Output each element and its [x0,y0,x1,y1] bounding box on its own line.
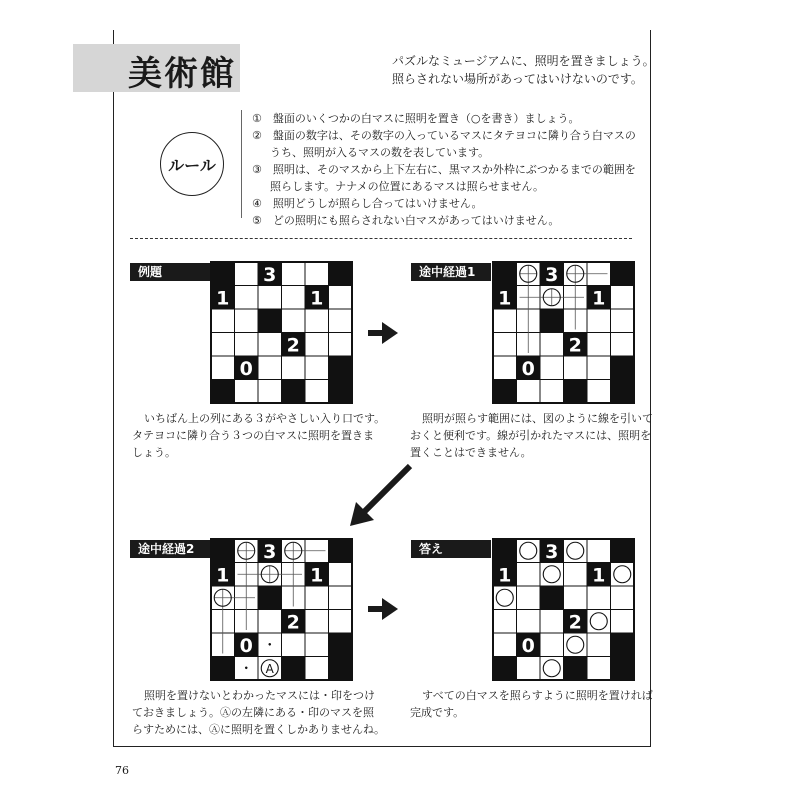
section-divider [130,238,632,239]
lamp-circle [567,636,584,653]
clue-number: 1 [498,287,512,310]
white-cell [305,380,329,404]
white-cell [211,356,235,380]
black-cell [611,539,635,563]
clue-number: 2 [286,334,300,357]
white-cell [564,586,588,610]
puzzle-grid-progress-2 [211,539,353,681]
white-cell [305,309,329,333]
black-cell [282,380,306,404]
white-cell [587,539,611,563]
white-cell [305,657,329,681]
white-cell [282,633,306,657]
white-cell [540,380,564,404]
white-cell [258,380,282,404]
black-cell [211,539,235,563]
black-cell [493,380,517,404]
white-cell [211,309,235,333]
white-cell [493,356,517,380]
white-cell [329,586,353,610]
white-cell [329,309,353,333]
rule-line: うち、照明が入るマスの数を表しています。 [270,146,490,159]
white-cell [282,286,306,310]
caption-line: 置くことはできません。 [410,446,532,459]
white-cell [540,610,564,634]
white-cell [282,262,306,286]
white-cell [517,610,541,634]
caption-line: ておきましょう。Ⓐの左隣にある・印のマスを照 [132,706,374,719]
rules-divider [241,110,242,218]
white-cell [611,333,635,357]
intro-line: パズルなミュージアムに、照明を置きましょう。 [392,54,655,68]
white-cell [540,356,564,380]
clue-number: 1 [592,564,606,587]
puzzle-grid-answer [493,539,635,681]
black-cell [282,657,306,681]
caption-line: いちばん上の列にある３がやさしい入り口です。 [144,412,386,425]
black-cell [564,380,588,404]
rule-line: ② 盤面の数字は、その数字の入っているマスにタテヨコに隣り合う白マスの [252,129,636,142]
black-cell [329,657,353,681]
caption-progress-1 [410,410,653,461]
clue-number: 0 [521,634,535,657]
panel-label-answer: 答え [411,540,491,558]
circled-a-letter: A [265,661,274,676]
black-cell [493,539,517,563]
clue-number: 2 [568,611,582,634]
diagonal-arrow-icon [348,462,414,528]
black-cell [564,657,588,681]
clue-number: 0 [239,634,253,657]
clue-number: 2 [286,611,300,634]
white-cell [329,333,353,357]
lamp-circle [567,542,584,559]
black-cell [611,657,635,681]
clue-number: 1 [310,287,324,310]
lamp-circle [520,542,537,559]
white-cell [235,286,259,310]
white-cell [517,380,541,404]
white-cell [540,333,564,357]
black-cell [611,380,635,404]
white-cell [305,610,329,634]
white-cell [235,333,259,357]
clue-number: 2 [568,334,582,357]
white-cell [493,610,517,634]
black-cell [611,262,635,286]
dot-mark: ・ [262,637,277,654]
white-cell [258,286,282,310]
page-title: 美術館 [128,54,236,94]
black-cell [540,309,564,333]
white-cell [611,309,635,333]
clue-number: 3 [263,540,277,563]
black-cell [329,356,353,380]
black-cell [540,586,564,610]
white-cell [235,380,259,404]
white-cell [611,610,635,634]
white-cell [282,309,306,333]
black-cell [329,262,353,286]
dot-mark: ・ [239,661,254,678]
white-cell [305,262,329,286]
white-cell [587,380,611,404]
caption-line: 照明を置けないとわかったマスには・印をつけ [144,689,375,702]
white-cell [564,356,588,380]
white-cell [282,356,306,380]
white-cell [235,262,259,286]
panel-label-progress-1: 途中経過1 [411,263,491,281]
black-cell [611,633,635,657]
lamp-circle [590,613,607,630]
white-cell [517,586,541,610]
clue-number: 0 [239,357,253,380]
white-cell [517,563,541,587]
black-cell [211,380,235,404]
black-cell [258,309,282,333]
black-cell [258,586,282,610]
white-cell [493,309,517,333]
white-cell [211,333,235,357]
clue-number: 3 [263,263,277,286]
puzzle-grid-progress-1 [493,262,635,404]
clue-number: 1 [592,287,606,310]
clue-number: 1 [310,564,324,587]
panel-label-progress-2: 途中経過2 [130,540,210,558]
rules-badge [160,132,224,196]
clue-number: 1 [216,564,230,587]
black-cell [493,657,517,681]
white-cell [305,333,329,357]
right-arrow-icon [368,322,398,344]
white-cell [305,633,329,657]
white-cell [611,586,635,610]
clue-number: 3 [545,540,559,563]
lamp-circle [543,566,560,583]
white-cell [258,333,282,357]
caption-example [132,410,385,461]
white-cell [493,633,517,657]
lamp-circle [614,566,631,583]
page-number: 76 [115,764,129,777]
lamp-circle [496,589,513,606]
caption-line: しょう。 [132,446,176,459]
white-cell [305,356,329,380]
caption-line: すべての白マスを照らすように照明を置ければ [422,689,653,702]
caption-line: タテヨコに隣り合う３つの白マスに照明を置きま [132,429,374,442]
black-cell [329,380,353,404]
intro-text [392,52,655,88]
rule-line: ④ 照明どうしが照らし合ってはいけません。 [252,197,483,210]
white-cell [540,633,564,657]
black-cell [211,657,235,681]
caption-progress-2 [132,687,385,738]
intro-line: 照らされない場所があってはいけないのです。 [392,72,643,86]
white-cell [329,563,353,587]
white-cell [587,333,611,357]
rules-heading: ルール [168,155,216,175]
right-arrow-icon [368,598,398,620]
black-cell [329,633,353,657]
white-cell [587,309,611,333]
caption-line: 照明が照らす範囲には、図のように線を引いて [422,412,653,425]
caption-line: 完成です。 [410,706,465,719]
clue-number: 0 [521,357,535,380]
white-cell [258,356,282,380]
clue-number: 3 [545,263,559,286]
black-cell [211,262,235,286]
white-cell [587,633,611,657]
white-cell [329,610,353,634]
rule-line: ③ 照明は、そのマスから上下左右に、黒マスか外枠にぶつかるまでの範囲を [252,163,636,176]
black-cell [611,356,635,380]
lamp-circle [543,660,560,677]
black-cell [329,539,353,563]
black-cell [493,262,517,286]
panel-label-example: 例題 [130,263,210,281]
caption-line: らすためには、Ⓐに照明を置くしかありませんね。 [132,723,385,736]
clue-number: 1 [498,564,512,587]
white-cell [587,356,611,380]
white-cell [611,286,635,310]
white-cell [235,309,259,333]
puzzle-grid-example [211,262,353,404]
white-cell [493,333,517,357]
rules-list [252,110,636,229]
white-cell [305,586,329,610]
white-cell [258,610,282,634]
white-cell [329,286,353,310]
rule-line: ① 盤面のいくつかの白マスに照明を置き（○を書き）ましょう。 [252,112,580,125]
caption-line: おくと便利です。線が引かれたマスには、照明を [410,429,652,442]
white-cell [564,563,588,587]
rule-line: 照らします。ナナメの位置にあるマスは照らせません。 [270,180,545,193]
white-cell [587,657,611,681]
rule-line: ⑤ どの照明にも照らされない白マスがあってはいけません。 [252,214,560,227]
clue-number: 1 [216,287,230,310]
caption-answer [410,687,653,721]
white-cell [517,657,541,681]
white-cell [587,586,611,610]
